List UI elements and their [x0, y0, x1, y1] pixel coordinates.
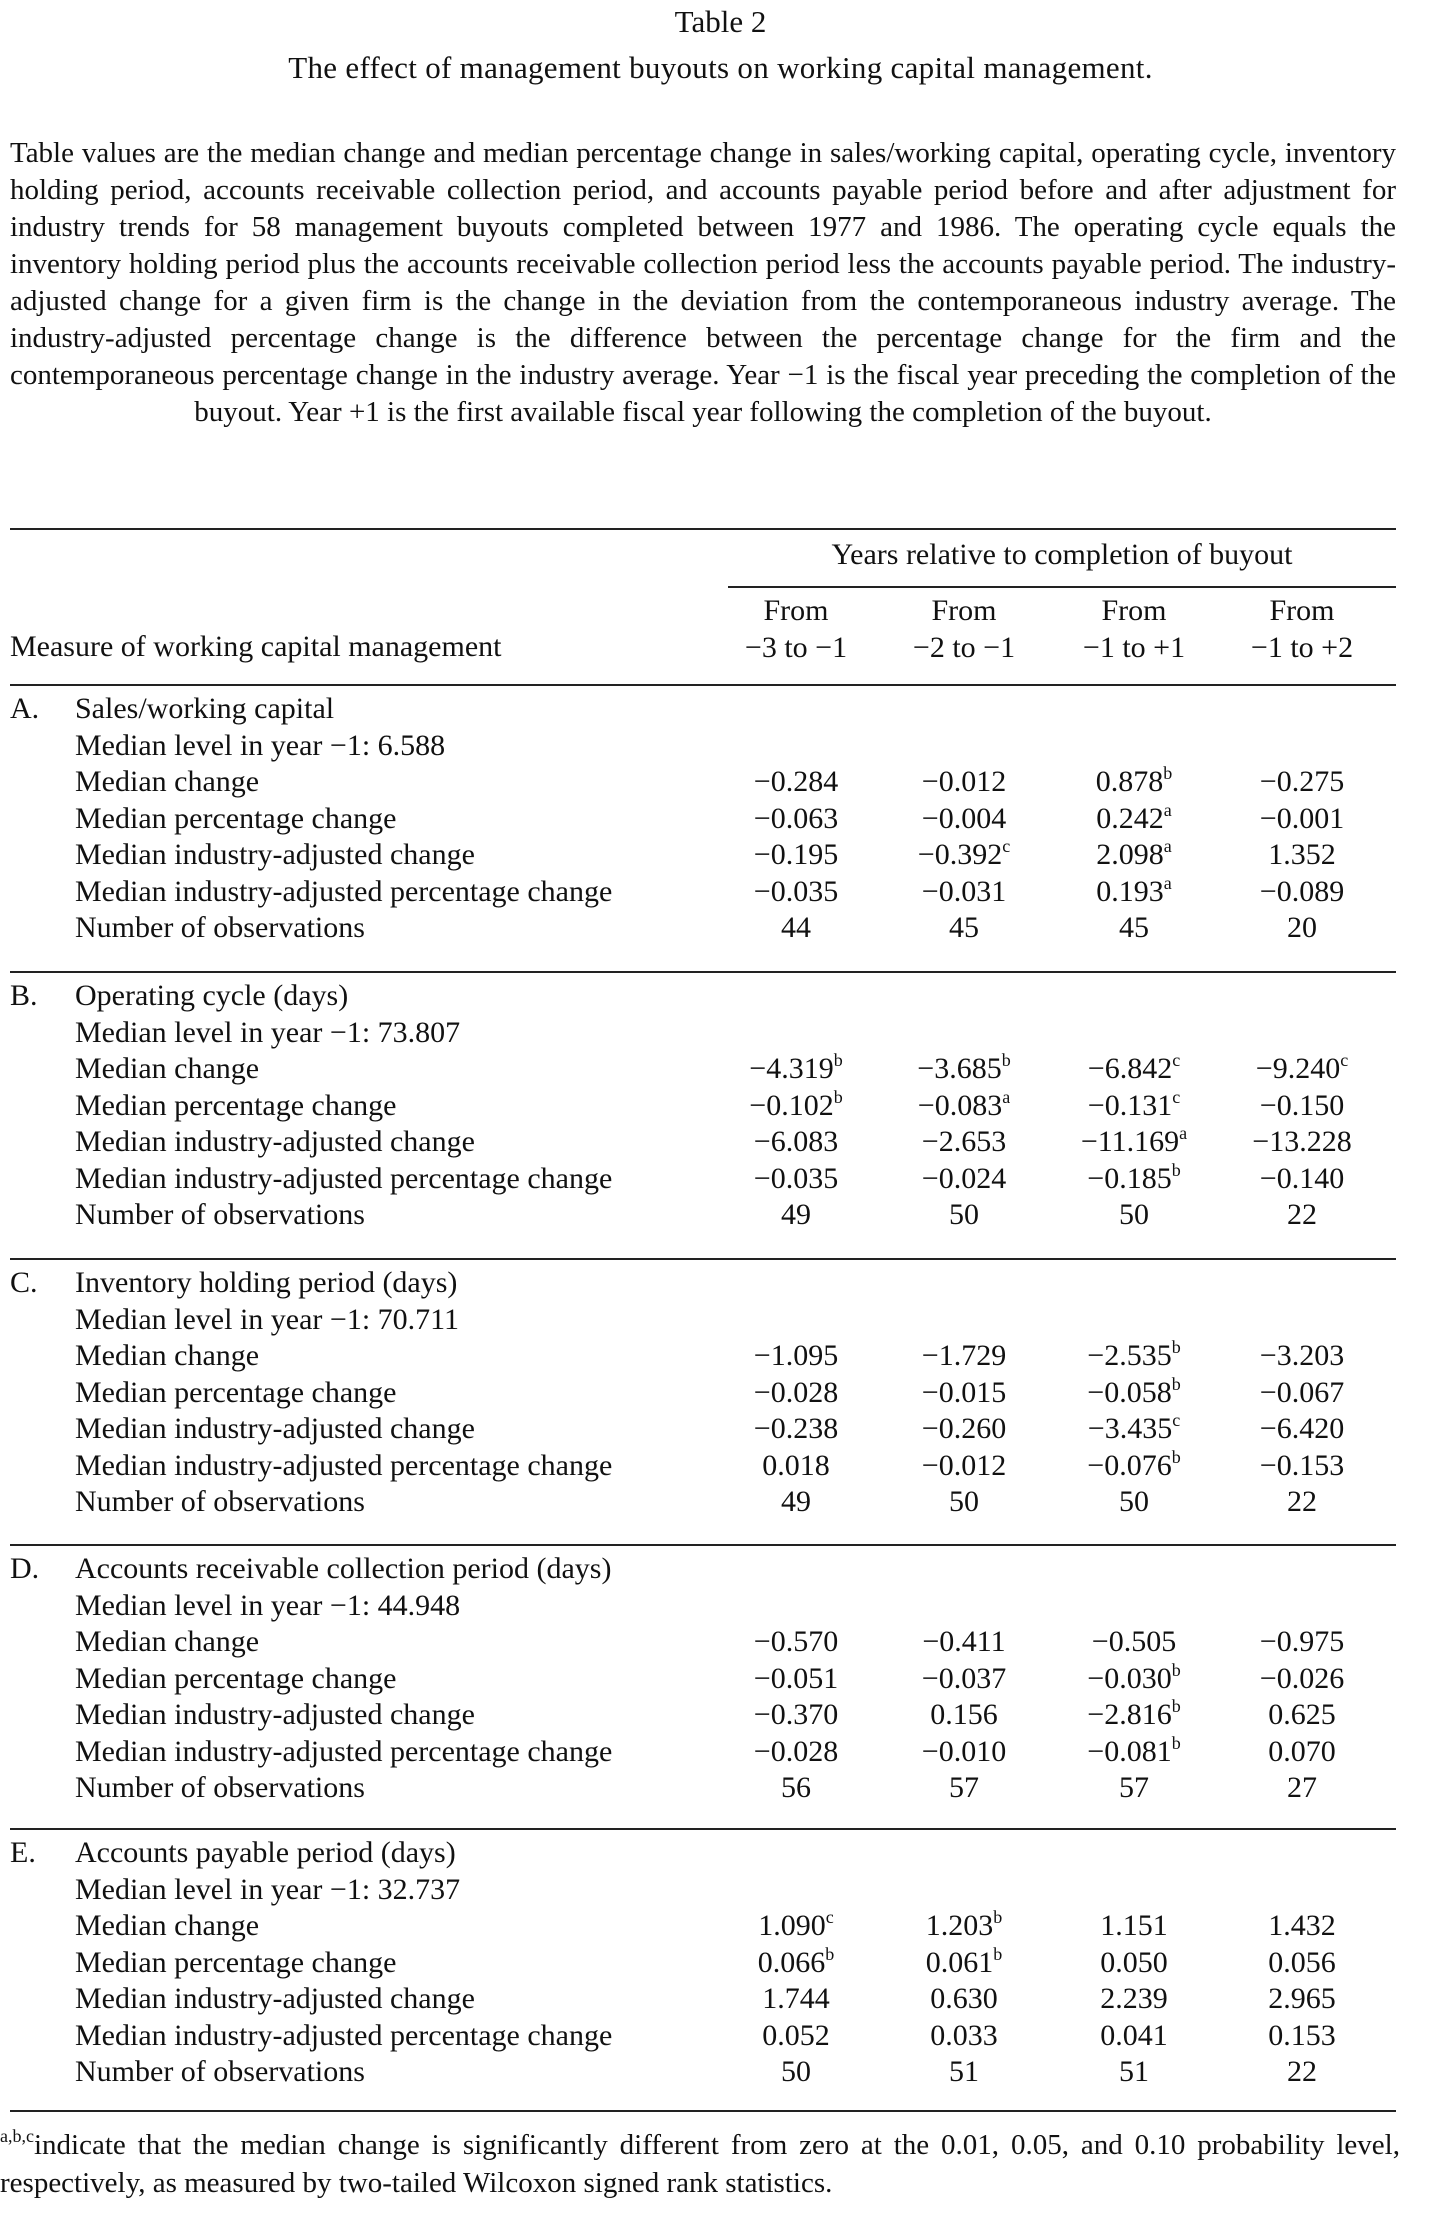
table-cell: [1218, 1089, 1386, 1123]
table-cell: [880, 1125, 1048, 1159]
cell-value: −4.319: [749, 1052, 834, 1085]
cell-value: −0.505: [1091, 1625, 1177, 1658]
cell-value: 22: [1287, 2055, 1317, 2088]
row-label: Median industry-adjusted change: [75, 1412, 475, 1445]
column-group-rule: [728, 586, 1396, 588]
significance-mark: a: [1163, 836, 1172, 856]
significance-mark: b: [993, 1907, 1003, 1927]
cell-value: 0.878: [1095, 765, 1164, 798]
table-cell: [1218, 1198, 1386, 1232]
table-cell: [1050, 1732, 1218, 1769]
significance-mark: b: [1171, 1659, 1181, 1680]
significance-mark: a: [1163, 872, 1172, 893]
row-label: Median percentage change: [75, 1088, 397, 1122]
cell-value: 0.630: [930, 1982, 998, 2015]
table-cell: [1218, 1771, 1386, 1805]
table-cell: [880, 1771, 1048, 1805]
row-label: Median change: [75, 1339, 260, 1372]
cell-value: 27: [1287, 1771, 1317, 1804]
table-footnote: [0, 2126, 1400, 2202]
table-cell: [1218, 1485, 1386, 1519]
significance-mark: b: [1171, 1446, 1181, 1467]
cell-value: −9.240: [1255, 1052, 1341, 1085]
row-label: Number of observations: [75, 1198, 365, 1231]
significance-mark: b: [833, 1086, 843, 1107]
cell-value: 57: [949, 1771, 979, 1804]
table-cell: [712, 802, 880, 836]
cell-value: 1.203: [925, 1909, 994, 1942]
table-cell: [880, 802, 1048, 836]
cell-value: −0.035: [753, 874, 839, 908]
table-cell: [1050, 1625, 1218, 1659]
significance-mark: c: [1172, 1050, 1181, 1070]
cell-value: −0.083: [917, 1088, 1003, 1122]
table-cell: [880, 1943, 1048, 1980]
table-cell: [880, 1735, 1048, 1769]
table-cell: [1218, 1625, 1386, 1659]
cell-value: −2.816: [1087, 1698, 1172, 1731]
cell-value: 45: [1119, 911, 1149, 944]
cell-value: 1.432: [1268, 1909, 1336, 1942]
table-cell: [880, 1162, 1048, 1196]
cell-value: 20: [1287, 911, 1317, 944]
significance-mark: b: [1171, 1337, 1181, 1357]
cell-value: −3.435: [1087, 1412, 1173, 1445]
cell-value: −0.051: [753, 1661, 839, 1695]
table-cell: [1050, 1159, 1218, 1196]
row-label: Median change: [75, 1909, 260, 1942]
cell-value: 0.242: [1096, 801, 1164, 835]
table-cell: [712, 1698, 880, 1732]
significance-mark: b: [833, 1050, 843, 1070]
cell-value: −0.370: [753, 1698, 839, 1731]
panel-rule: [10, 1544, 1396, 1546]
cell-value: 0.066: [757, 1945, 826, 1979]
cell-value: −1.095: [753, 1339, 839, 1372]
column-header-line1: From: [763, 594, 829, 627]
table-cell: [1050, 911, 1218, 945]
row-label: Median change: [75, 1625, 260, 1658]
table-cell: [1218, 1376, 1386, 1410]
table-cell: [880, 1982, 1048, 2016]
table-cell: [880, 1376, 1048, 1410]
panel-letter: D.: [10, 1552, 40, 1585]
header-rule: [10, 684, 1396, 686]
table-cell: [880, 1662, 1048, 1696]
cell-value: −6.083: [753, 1125, 839, 1158]
table-cell: [1050, 1086, 1218, 1123]
table-cell: [880, 1052, 1048, 1086]
cell-value: −0.131: [1087, 1088, 1173, 1122]
cell-value: 1.352: [1268, 838, 1336, 871]
column-header: [880, 592, 1048, 666]
table-cell: [1050, 872, 1218, 909]
row-label: Median percentage change: [75, 801, 397, 835]
top-rule: [10, 528, 1396, 530]
cell-value: −0.024: [921, 1161, 1007, 1195]
table-cell: [1050, 1412, 1218, 1446]
table-cell: [1218, 1946, 1386, 1980]
table-cell: [1218, 911, 1386, 945]
table-cell: [880, 1449, 1048, 1483]
table-cell: [712, 875, 880, 909]
cell-value: −2.535: [1087, 1339, 1172, 1372]
significance-mark: c: [1172, 1086, 1181, 1107]
table-cell: [712, 1943, 880, 1980]
table-cell: [712, 1485, 880, 1519]
cell-value: 2.965: [1268, 1982, 1336, 2015]
table-cell: [1050, 838, 1218, 872]
table-cell: [1218, 802, 1386, 836]
panel-rule: [10, 1258, 1396, 1260]
column-header-line1: From: [931, 594, 997, 627]
table-cell: [880, 875, 1048, 909]
cell-value: 2.098: [1096, 838, 1164, 871]
cell-value: 0.193: [1096, 874, 1164, 908]
column-header-line1: From: [1101, 594, 1167, 627]
table-cell: [712, 1086, 880, 1123]
table-cell: [1218, 1412, 1386, 1446]
column-header-line2: −1 to +1: [1082, 631, 1186, 664]
table-cell: [1050, 765, 1218, 799]
table-cell: [1050, 1446, 1218, 1483]
cell-value: −0.010: [921, 1734, 1007, 1768]
cell-value: −0.015: [921, 1375, 1007, 1409]
row-label: Median industry-adjusted percentage change: [75, 2018, 613, 2052]
cell-value: 0.153: [1268, 2018, 1336, 2052]
cell-value: −0.411: [922, 1625, 1006, 1658]
table-cell: [1218, 1698, 1386, 1732]
table-cell: [1050, 799, 1218, 836]
cell-value: −13.228: [1252, 1125, 1352, 1158]
cell-value: 1.744: [762, 1982, 830, 2015]
panel-letter: B.: [10, 979, 38, 1012]
panel-name: Accounts payable period (days): [75, 1836, 456, 1869]
significance-mark: a: [1002, 1086, 1011, 1107]
table-cell: [880, 765, 1048, 799]
panel-median-level: Median level in year −1: 70.711: [75, 1302, 460, 1336]
table-description: Table values are the median change and median percentage change in sales/working capital, operating cycle, inventory holding period, accounts receivable collection period, and accounts payable period before and after adjustment for industry trends for 58 management buyouts completed between 1977 and 1986. The operating cycle equals the inventory holding period plus the accounts receivable collection period less the accounts payable period. The industry-adjusted change for a given firm is the change in the deviation from the contemporaneous industry average. The industry-adjusted percentage change is the difference between the percentage change for the firm and the contemporaneous percentage change in the industry average. Year −1 is the fiscal year preceding the completion of the buyout. Year +1 is the first available fiscal year following the completion of the buyout.: [10, 137, 1396, 428]
cell-value: −3.685: [917, 1052, 1002, 1085]
table-cell: [1050, 1909, 1218, 1943]
table-cell: [1218, 1909, 1386, 1943]
cell-value: −0.089: [1259, 874, 1345, 908]
table-cell: [712, 2019, 880, 2053]
table-cell: [712, 1052, 880, 1086]
panel-median-level: Median level in year −1: 73.807: [75, 1015, 461, 1049]
cell-value: −0.026: [1259, 1661, 1345, 1695]
cell-value: 0.052: [762, 2018, 830, 2052]
cell-value: 44: [781, 911, 811, 944]
panel-letter: A.: [10, 692, 40, 725]
cell-value: 0.041: [1100, 2018, 1168, 2052]
cell-value: −0.392: [917, 838, 1003, 871]
table-cell: [1050, 1052, 1218, 1086]
table-cell: [712, 2055, 880, 2089]
significance-mark: b: [1171, 1732, 1181, 1753]
significance-mark: b: [993, 1943, 1003, 1964]
cell-value: 49: [781, 1485, 811, 1518]
row-label: Number of observations: [75, 2055, 365, 2088]
row-label: Median industry-adjusted percentage change: [75, 1448, 613, 1482]
table-cell: [712, 1982, 880, 2016]
table-cell: [712, 911, 880, 945]
cell-value: −0.031: [921, 874, 1007, 908]
row-label: Median percentage change: [75, 1945, 397, 1979]
table-cell: [1050, 1771, 1218, 1805]
significance-mark: a: [1163, 799, 1172, 820]
significance-mark: c: [825, 1907, 834, 1927]
panel-name: Operating cycle (days): [75, 979, 349, 1012]
cell-value: −0.140: [1259, 1161, 1345, 1195]
cell-value: 0.156: [930, 1698, 998, 1731]
cell-value: −0.284: [753, 765, 839, 798]
cell-value: 0.033: [930, 2018, 998, 2052]
table-cell: [1050, 1485, 1218, 1519]
row-label: Median industry-adjusted change: [75, 838, 475, 871]
table-cell: [1218, 1662, 1386, 1696]
table-cell: [880, 1198, 1048, 1232]
significance-mark: a: [1179, 1123, 1188, 1143]
cell-value: 2.239: [1100, 1982, 1168, 2015]
cell-value: −0.012: [921, 1448, 1007, 1482]
cell-value: 50: [949, 1485, 979, 1518]
cell-value: −0.063: [753, 801, 839, 835]
table-cell: [880, 911, 1048, 945]
table-cell: [1218, 1052, 1386, 1086]
table-cell: [712, 1198, 880, 1232]
significance-mark: b: [825, 1943, 835, 1964]
table-cell: [1050, 2019, 1218, 2053]
table-cell: [712, 1625, 880, 1659]
panel-median-level: Median level in year −1: 6.588: [75, 728, 446, 762]
table-cell: [712, 838, 880, 872]
column-header-line1: From: [1269, 594, 1335, 627]
table-cell: [712, 1449, 880, 1483]
row-label: Median percentage change: [75, 1661, 397, 1695]
table-cell: [1218, 1125, 1386, 1159]
cell-value: −0.004: [921, 801, 1007, 835]
cell-value: 1.151: [1100, 1909, 1168, 1942]
cell-value: 50: [781, 2055, 811, 2088]
cell-value: 0.070: [1268, 1734, 1336, 1768]
column-group-header: Years relative to completion of buyout: [831, 538, 1293, 571]
column-header: [712, 592, 880, 666]
row-label: Number of observations: [75, 1485, 365, 1518]
row-label: Number of observations: [75, 911, 365, 944]
row-label: Median industry-adjusted change: [75, 1125, 475, 1158]
table-cell: [1050, 1659, 1218, 1696]
column-header-line2: −1 to +2: [1250, 631, 1354, 664]
row-label: Number of observations: [75, 1771, 365, 1804]
cell-value: 0.018: [762, 1448, 830, 1482]
significance-mark: b: [1171, 1159, 1181, 1180]
cell-value: −6.420: [1259, 1412, 1345, 1445]
table-cell: [712, 765, 880, 799]
panel-name: Sales/working capital: [75, 692, 335, 725]
table-cell: [1218, 1982, 1386, 2016]
footnote-text: indicate that the median change is significantly different from zero at the 0.01, 0.05, and 0.10 probability level, respectively, as measured by two-tailed Wilcoxon signed rank statistics.: [0, 2129, 1400, 2199]
bottom-rule: [10, 2110, 1396, 2112]
table-cell: [712, 1162, 880, 1196]
table-cell: [880, 838, 1048, 872]
row-label: Median industry-adjusted percentage change: [75, 874, 613, 908]
significance-mark: b: [1171, 1696, 1181, 1716]
row-label: Median industry-adjusted change: [75, 1698, 475, 1731]
cell-value: −11.169: [1080, 1125, 1180, 1158]
table-cell: [1218, 1339, 1386, 1373]
cell-value: −0.058: [1087, 1375, 1172, 1409]
cell-value: 22: [1287, 1198, 1317, 1231]
table-cell: [1218, 875, 1386, 909]
panel-letter: C.: [10, 1266, 38, 1299]
cell-value: −0.260: [921, 1412, 1007, 1445]
cell-value: 0.050: [1100, 1945, 1168, 1979]
cell-value: −0.238: [753, 1412, 839, 1445]
cell-value: −6.842: [1087, 1052, 1173, 1085]
cell-value: 1.090: [758, 1909, 826, 1942]
cell-value: 22: [1287, 1485, 1317, 1518]
table-cell: [1050, 1339, 1218, 1373]
table-cell: [1218, 2055, 1386, 2089]
significance-mark: c: [1172, 1410, 1181, 1430]
table-cell: [1218, 1735, 1386, 1769]
cell-value: 45: [949, 911, 979, 944]
table-cell: [1218, 1449, 1386, 1483]
footnote-marks: a,b,c: [0, 2126, 34, 2146]
panel-letter: E.: [10, 1836, 36, 1869]
table-cell: [712, 1412, 880, 1446]
cell-value: 0.625: [1268, 1698, 1336, 1731]
panel-name: Inventory holding period (days): [75, 1266, 458, 1299]
cell-value: −0.185: [1087, 1161, 1172, 1195]
cell-value: −0.081: [1087, 1734, 1172, 1768]
table-cell: [880, 1909, 1048, 1943]
table-cell: [880, 1339, 1048, 1373]
panel-rule: [10, 1828, 1396, 1830]
table-cell: [880, 1485, 1048, 1519]
table-cell: [712, 1735, 880, 1769]
cell-value: −0.150: [1259, 1088, 1345, 1122]
cell-value: −0.570: [753, 1625, 839, 1658]
panel-median-level: Median level in year −1: 44.948: [75, 1588, 461, 1622]
table-cell: [1050, 1373, 1218, 1410]
cell-value: −0.030: [1087, 1661, 1172, 1695]
table-cell: [712, 1662, 880, 1696]
cell-value: −0.975: [1259, 1625, 1345, 1658]
column-header-line2: −3 to −1: [744, 631, 848, 664]
significance-mark: b: [1001, 1050, 1011, 1070]
table-cell: [712, 1125, 880, 1159]
table-cell: [712, 1339, 880, 1373]
column-header: [1218, 592, 1386, 666]
cell-value: −0.153: [1259, 1448, 1345, 1482]
cell-value: −0.102: [749, 1088, 834, 1122]
panel-median-level: Median level in year −1: 32.737: [75, 1872, 461, 1906]
cell-value: 50: [949, 1198, 979, 1231]
significance-mark: b: [1171, 1373, 1181, 1394]
cell-value: 0.061: [925, 1945, 994, 1979]
significance-mark: c: [1340, 1050, 1349, 1070]
table-cell: [880, 2019, 1048, 2053]
cell-value: 50: [1119, 1485, 1149, 1518]
table-title: Table 2: [674, 4, 767, 39]
cell-value: −3.203: [1259, 1339, 1345, 1372]
cell-value: 0.056: [1268, 1945, 1336, 1979]
table-cell: [1050, 1198, 1218, 1232]
cell-value: −0.037: [921, 1661, 1007, 1695]
cell-value: −0.035: [753, 1161, 839, 1195]
cell-value: −0.067: [1259, 1375, 1345, 1409]
cell-value: −0.195: [753, 838, 839, 871]
measure-header: Measure of working capital management: [10, 630, 502, 663]
cell-value: −0.076: [1087, 1448, 1172, 1482]
cell-value: 50: [1119, 1198, 1149, 1231]
cell-value: −0.012: [921, 765, 1007, 798]
table-cell: [880, 1698, 1048, 1732]
table-cell: [1218, 838, 1386, 872]
cell-value: −1.729: [921, 1339, 1007, 1372]
cell-value: −0.275: [1259, 765, 1345, 798]
table-cell: [1050, 1125, 1218, 1159]
table-cell: [880, 1086, 1048, 1123]
table-cell: [712, 1376, 880, 1410]
cell-value: −0.028: [753, 1734, 839, 1768]
row-label: Median industry-adjusted percentage change: [75, 1161, 613, 1195]
table-cell: [1050, 1982, 1218, 2016]
row-label: Median percentage change: [75, 1375, 397, 1409]
table-cell: [1050, 1698, 1218, 1732]
cell-value: 56: [781, 1771, 811, 1804]
column-header-line2: −2 to −1: [912, 631, 1016, 664]
cell-value: 49: [781, 1198, 811, 1231]
row-label: Median industry-adjusted change: [75, 1982, 475, 2015]
cell-value: −0.001: [1259, 801, 1345, 835]
panel-name: Accounts receivable collection period (days): [75, 1552, 612, 1585]
table-cell: [712, 1909, 880, 1943]
column-header: [1050, 592, 1218, 666]
cell-value: 51: [1119, 2055, 1149, 2088]
table-cell: [880, 2055, 1048, 2089]
cell-value: −0.028: [753, 1375, 839, 1409]
cell-value: 57: [1119, 1771, 1149, 1804]
table-cell: [1218, 2019, 1386, 2053]
table-cell: [880, 1412, 1048, 1446]
row-label: Median change: [75, 1052, 260, 1085]
row-label: Median industry-adjusted percentage change: [75, 1734, 613, 1768]
table-cell: [712, 1771, 880, 1805]
table-cell: [1218, 765, 1386, 799]
cell-value: −2.653: [921, 1125, 1007, 1158]
significance-mark: b: [1163, 763, 1173, 783]
significance-mark: c: [1002, 836, 1011, 856]
table-cell: [1050, 2055, 1218, 2089]
panel-rule: [10, 971, 1396, 973]
table-cell: [880, 1625, 1048, 1659]
table-cell: [1050, 1946, 1218, 1980]
cell-value: 51: [949, 2055, 979, 2088]
table-subtitle: The effect of management buyouts on working capital management.: [288, 50, 1153, 85]
table-cell: [1218, 1162, 1386, 1196]
row-label: Median change: [75, 765, 260, 798]
